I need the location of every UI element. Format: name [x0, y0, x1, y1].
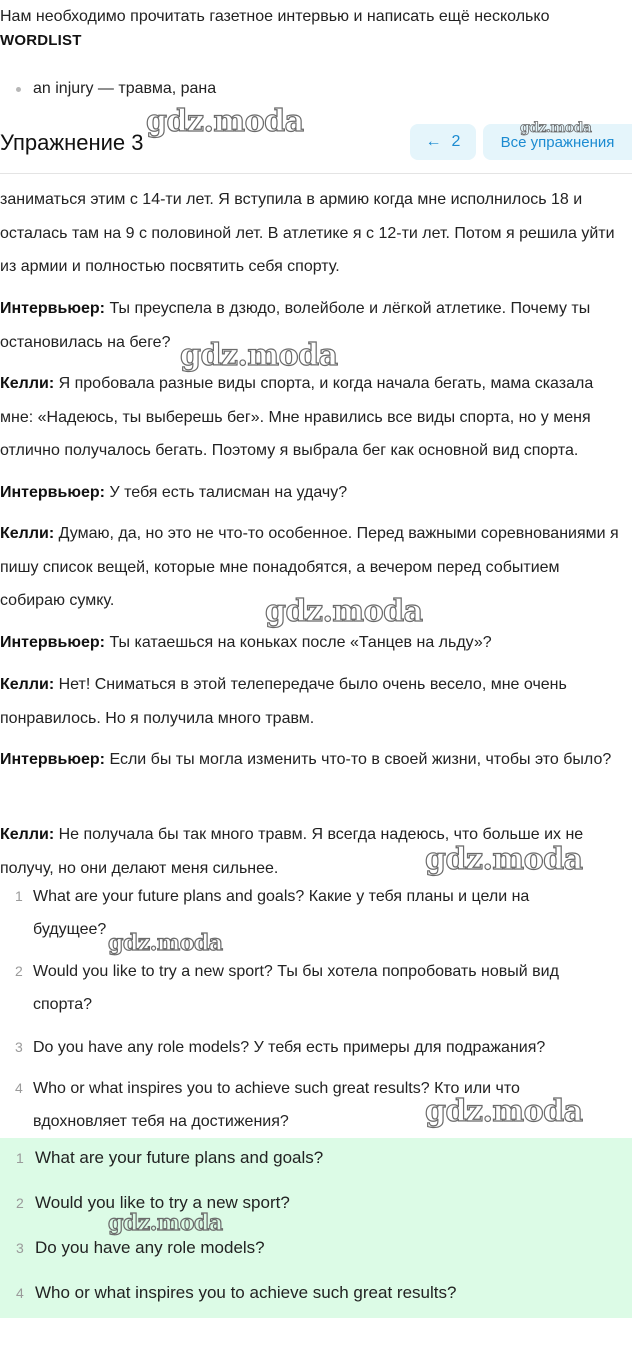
interview-text: Думаю, да, но это не что-то особенное. Перед важными соревнованиями я пишу список вещей, которые мне понадобятся, а вечером перед событием собираю сумку.: [0, 525, 619, 609]
question-number: 3: [15, 1039, 23, 1055]
watermark: gdz.moda: [425, 1094, 583, 1129]
intro-text: Нам необходимо прочитать газетное интервью и написать ещё несколько: [0, 8, 550, 25]
wordlist-title: WORDLIST: [0, 32, 82, 49]
answer-text: What are your future plans and goals?: [35, 1148, 324, 1167]
interview-paragraph: [0, 183, 628, 284]
speaker-label: Интервьюер:: [0, 634, 106, 651]
interview-text: Не получала бы так много травм. Я всегда надеюсь, что больше их не получу, но они делают меня сильнее.: [0, 826, 584, 877]
speaker-label: Келли:: [0, 525, 55, 542]
question-text: Do you have any role models? У тебя есть примеры для подражания?: [33, 1039, 546, 1056]
answer-text: Would you like to try a new sport?: [35, 1193, 290, 1212]
bullet-icon: [16, 87, 21, 92]
prev-exercise-label: 2: [451, 133, 461, 150]
all-exercises-label: Все упражнения: [500, 133, 615, 151]
answer-number: 4: [16, 1285, 24, 1301]
interview-text: Нет! Сниматься в этой телепередаче было очень весело, мне очень понравилось. Но я получила много травм.: [0, 676, 567, 727]
interview-paragraph: [0, 626, 628, 660]
watermark: gdz.moda: [520, 120, 592, 136]
watermark: gdz.moda: [265, 594, 423, 629]
answer-number: 3: [16, 1240, 24, 1256]
question-text: Would you like to try a new sport? Ты бы хотела попробовать новый вид спорта?: [33, 963, 559, 1013]
interview-paragraph: [0, 668, 628, 735]
watermark: gdz.moda: [425, 842, 583, 877]
question-text: Who or what inspires you to achieve such great results? Кто или что вдохновляет тебя на достижения?: [33, 1080, 520, 1130]
speaker-label: Интервьюер:: [0, 300, 106, 317]
arrow-left-icon: ←: [425, 133, 442, 150]
answer-number: 1: [16, 1150, 24, 1166]
answer-text: Do you have any role models?: [35, 1238, 265, 1257]
prev-exercise-button[interactable]: [410, 124, 476, 160]
question-number: 2: [15, 963, 23, 979]
exercise-title: Упражнение 3: [0, 130, 144, 155]
question-number: 4: [15, 1080, 23, 1096]
speaker-label: Келли:: [0, 826, 55, 843]
question-number: 1: [15, 888, 23, 904]
interview-text: Я пробовала разные виды спорта, и когда начала бегать, мама сказала мне: «Надеюсь, ты выберешь бег». Мне нравились все виды спорта, но у меня отлично получалось бегать. Поэтому я выбрала бег как основной вид спорта.: [0, 375, 594, 459]
interview-text: заниматься этим с 14-ти лет. Я вступила в армию когда мне исполнилось 18 и осталась там на 9 с половиной лет. В атлетике я с 12-ти лет. Потом я решила уйти из армии и полностью посвятить себя спорту.: [0, 191, 615, 275]
answer-number: 2: [16, 1195, 24, 1211]
speaker-label: Интервьюер:: [0, 751, 106, 768]
speaker-label: Келли:: [0, 375, 55, 392]
watermark: gdz.moda: [146, 104, 304, 139]
interview-paragraph: [0, 476, 628, 510]
answer-text: Who or what inspires you to achieve such great results?: [35, 1283, 457, 1302]
answer-box: [0, 1138, 632, 1318]
interview-paragraph: [0, 743, 628, 777]
interview-text: Если бы ты могла изменить что-то в своей жизни, чтобы это было?: [105, 751, 612, 768]
speaker-label: Келли:: [0, 676, 55, 693]
watermark: gdz.moda: [180, 338, 338, 373]
wordlist-item: [16, 80, 216, 98]
watermark: gdz.moda: [108, 930, 223, 956]
interview-text: Ты катаешься на коньках после «Танцев на льду»?: [105, 634, 492, 651]
question-text: What are your future plans and goals? Какие у тебя планы и цели на будущее?: [33, 888, 530, 938]
interview-text: У тебя есть талисман на удачу?: [105, 484, 348, 501]
interview-text: Ты преуспела в дзюдо, волейболе и лёгкой атлетике. Почему ты остановилась на беге?: [0, 300, 591, 351]
speaker-label: Интервьюер:: [0, 484, 106, 501]
watermark: gdz.moda: [108, 1210, 223, 1236]
wordlist-item-text: an injury — травма, рана: [33, 80, 217, 97]
interview-paragraph: [0, 367, 628, 468]
